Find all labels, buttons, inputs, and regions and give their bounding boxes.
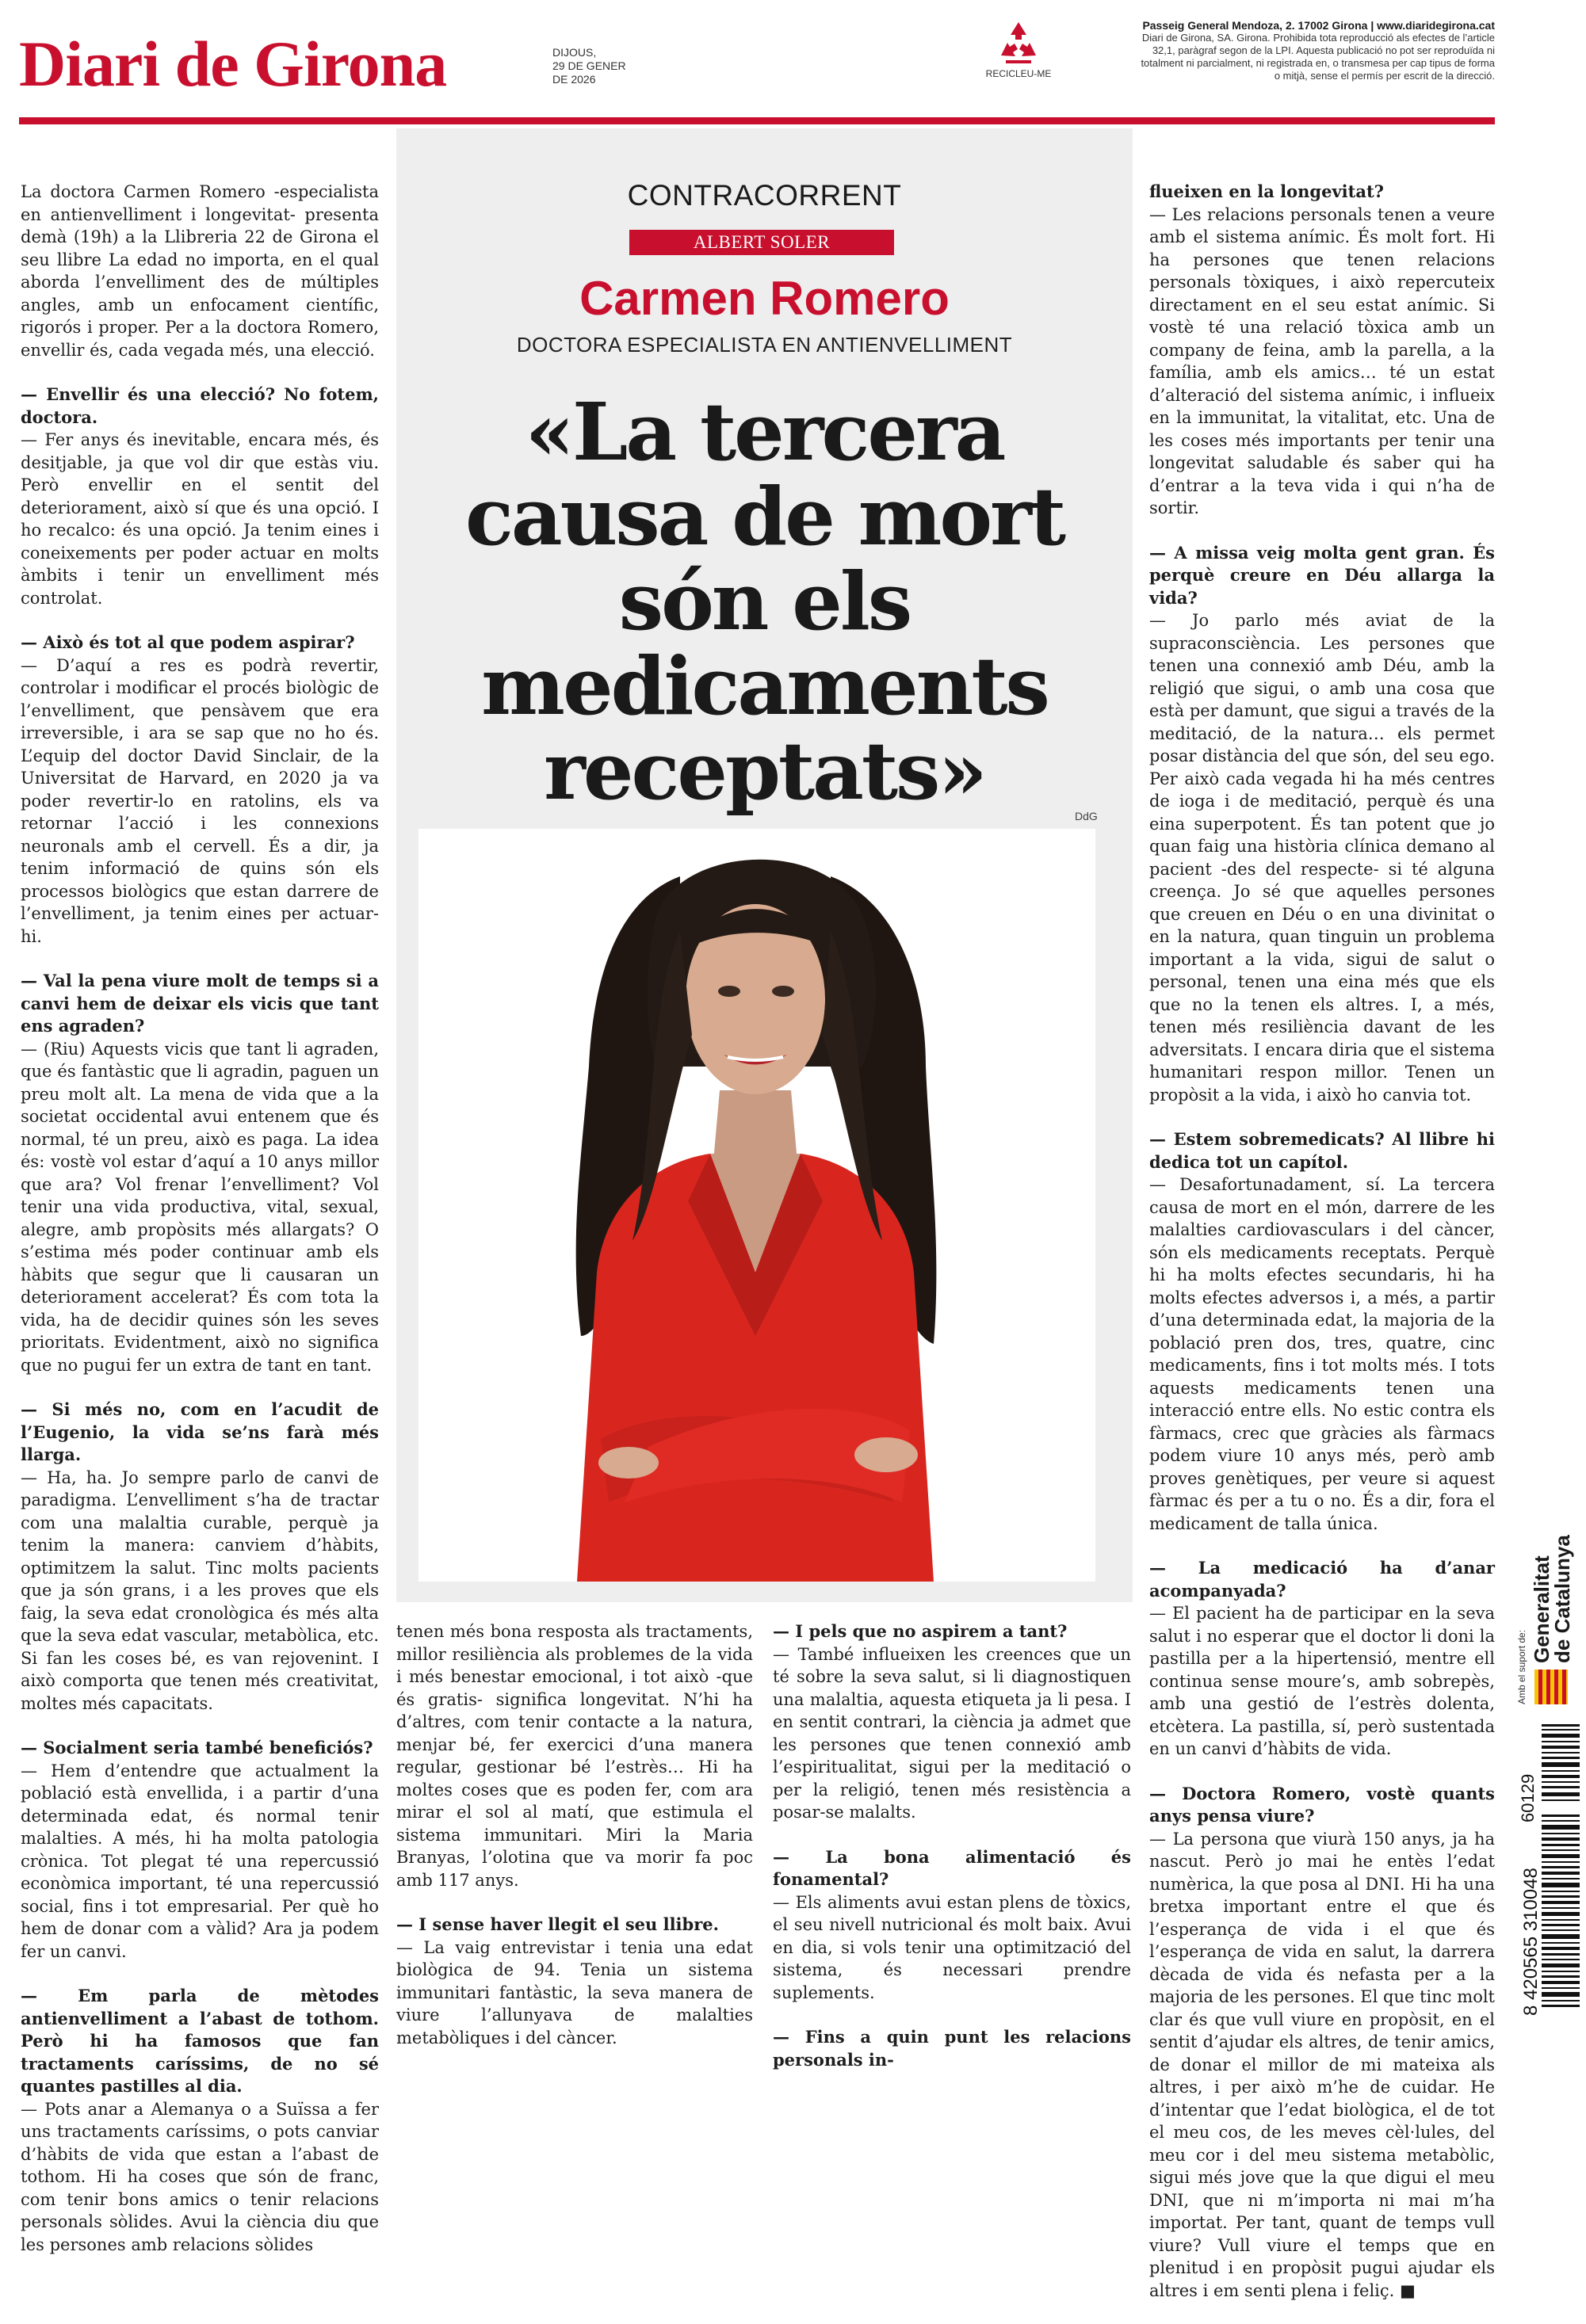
answer-14: — La persona que viurà 150 anys, ja ha nascut. Però jo mai he entès l’edat numèrica, la que posa al DNI. Hi ha una bretxa important entre el que és l’esperança de vida i el que és l’esperança de vida en salut, la darrera dècada de vida és nefasta per a la majoria de les persones. El que tinc molt clar és que vull viure en propòsit, en el sentit d’ajudar els altres, de tenir amics, de donar el millor de mi mateixa als altres, i per això m’he de cuidar. He d’intentar que l’edat biològica, el de tot el meu cos, de les meves cèl·lules, del meu cor i del meu sistema metabòlic, sigui més jove que la que digui el meu DNI, que ni m’importa ni mai m’ha importat. Per tant, quant de temps vull viure? Vull viure el temps que en plenitud i en propòsit pugui ajudar els altres i em senti plena i feliç. ■ xyxy=(1149,1829,1495,2300)
issue-date xyxy=(552,46,640,86)
answer-12: — Desafortunadament, sí. La tercera causa de mort en el món, darrere de les malalties cardiovasculars i del càncer, són els medicaments receptats. Perquè hi ha molts efectes secundaris, hi ha molts efectes adversos i, a més, a partir d’una determinada edat, la majoria de la població pren dos, tres, quatre, cinc medicaments, fins i tot molts més. I tots aquests medicaments tenen una interacció entre ells. No estic contra els fàrmacs, crec que gràcies als fàrmacs podem viure 10 anys més, però amb proves genètiques, per veure si aquest fàrmac és per a tu o no. És a dir, fora el medicament de talla única. xyxy=(1149,1175,1495,1533)
support-label: Amb el suport de: xyxy=(1516,1629,1527,1704)
gov-name-line-1: Generalitat xyxy=(1530,1555,1554,1663)
legal-line-3: totalment ni parcialment, ni registrada en, o transmesa per cap tipus de forma xyxy=(1141,57,1495,69)
question-6: — Em parla de mètodes antienvelliment a l’abast de tothom. Però hi ha famosos que fan tractaments caríssims, de no sé quantes pastilles al dia. xyxy=(21,1986,379,2096)
barcode-block xyxy=(1510,1719,1581,2021)
answer-8: — També influeixen les creences que un té sobre la seva salut, si li diagnostiquen una malaltia, aquesta etiqueta ja li pesa. I en sentit contrari, la ciència ja admet que les persones que tenen connexió amb l’espiritualitat, sigui per la meditació o per la religió, tenen més resistència a posar-se malalts. xyxy=(773,1644,1131,1822)
author-byline: ALBERT SOLER xyxy=(629,230,894,255)
woman-portrait-illustration xyxy=(418,829,1095,1582)
answer-6-continued: tenen més bona resposta als tractaments, millor resiliència als problemes de la vida i més benestar emocional, i tot això -que és gratis- significa longevitat. N’hi ha d’altres, com tenir contacte a la natura, menjar bé, fer exercici d’una manera regular, gestionar bé l’estrès… Hi ha moltes coses que es poden fer, com ara mirar el sol al matí, que estimula el sistema immunitari. Miri la Maria Branyas, l’olotina que va morir fa poc amb 117 anys. xyxy=(396,1622,753,1890)
question-4: — Si més no, com en l’acudit de l’Eugenio, la vida se’ns farà més llarga. xyxy=(21,1399,379,1464)
question-2: — Això és tot al que podem aspirar? xyxy=(21,632,355,652)
question-1: — Envellir és una elecció? No fotem, doctora. xyxy=(21,384,379,427)
legal-line-4: o mitjà, sense el permís per escrit de la direcció. xyxy=(1274,70,1495,82)
barcode-digits: 8 420565 310048 xyxy=(1520,1868,1542,2016)
date-line-2: 29 DE GENER xyxy=(552,59,626,72)
portrait-photo xyxy=(418,829,1095,1582)
answer-13: — El pacient ha de participar en la seva salut i no esperar que el doctor li doni la pastilla per a la hipertensió, mentre ell continua sense moure’s, amb sobrepès, amb una gestió de l’estrès dolenta, etcètera. La pastilla, sí, però sustentada en un canvi d’hàbits de vida. xyxy=(1149,1604,1495,1758)
answer-10: — Les relacions personals tenen a veure amb el sistema anímic. És molt fort. Hi ha persones que tenen relacions personals tòxiques, i això repercuteix directament en el seu estat anímic. Si vostè té una relació tòxica amb un company de feina, amb la parella, a la família, amb els amics… té un estat d’alteració del sistema anímic, i influeix en la immunitat, la vitalitat, etc. Una de les coses més importants per tenir una longevitat saludable és saber qui ha d’entrar a la teva vida i qui n’ha de sortir. xyxy=(1149,204,1495,517)
recycle-block xyxy=(983,19,1054,79)
publisher-address: Passeig General Mendoza, 2. 17002 Girona | www.diaridegirona.cat xyxy=(1142,19,1495,32)
question-10-end: flueixen en la longevitat? xyxy=(1149,181,1384,201)
date-line-3: DE 2026 xyxy=(552,73,596,86)
photo-credit: DdG xyxy=(1075,810,1098,822)
answer-5: — Hem d’entendre que actualment la població està envellida, i a partir d’una determinada edat, és normal tenir malalties. A més, hi ha molta patologia crònica. Tot plegat té una repercussió econòmica important, té una repercussió social, fins i tot empresarial. Per què ho hem de donar com a vàlid? Ara ja podem fer un canvi. xyxy=(21,1761,379,1961)
answer-1: — Fer anys és inevitable, encara més, és desitjable, ja que vol dir que estàs viu. Però envellir en el sentit del deteriorament, això sí que és una opció. I ho recalco: és una opció. Ja tenim eines i coneixements per poder actuar en molts àmbits i tenir un envelliment més controlat. xyxy=(21,430,379,608)
question-12: — Estem sobremedicats? Al llibre hi dedica tot un capítol. xyxy=(1149,1129,1495,1172)
government-support xyxy=(1512,1494,1582,1708)
question-9: — La bona alimentació és fonamental? xyxy=(773,1846,1131,1889)
question-3: — Val la pena viure molt de temps si a canvi hem de deixar els vicis que tant ens agraden? xyxy=(21,971,379,1036)
legal-line-1: Diari de Girona, SA. Girona. Prohibida tota reproducció als efectes de l’article xyxy=(1141,32,1495,44)
headline: «La tercera causa de mort són els medicaments receptats» xyxy=(464,385,1064,818)
column-1 xyxy=(21,181,379,2278)
masthead-rule xyxy=(19,117,1495,124)
answer-3: — (Riu) Aquests vicis que tant li agraden, que és fantàstic que li agradin, paguen un preu molt alt. La mena de vida que a la societat occidental avui entenem que és normal, té un preu, això es paga. La idea és: vostè vol estar d’aquí a 10 anys millor que ara? Vol frenar l’envelliment? Vol tenir una vida productiva, vital, sexual, alegre, amb propòsits més allargats? O s’estima més poder continuar amb els hàbits que segur que li causaran un deteriorament accelerat? És com tota la vida, ha de decidir quines són les seves prioritats. Evidentment, això no significa que no pugui fer un extra de tant en tant. xyxy=(21,1039,379,1375)
section-label: CONTRACORRENT xyxy=(627,179,902,212)
intro-paragraph: La doctora Carmen Romero -especialista en antienvelliment i longevitat- presenta demà (19h) a la Llibreria 22 de Girona el seu llibre La edad no importa, en el qual aborda l’envelliment des de múltiples angles, amb un enfocament científic, rigorós i proper. Per a la doctora Romero, envellir és, cada vegada més, una elecció. xyxy=(21,182,379,360)
column-2 xyxy=(396,1620,753,2071)
answer-6: — Pots anar a Alemanya o a Suïssa a fer uns tractaments caríssims, o pots canviar d’hàbits de vida que estan a l’abast de tothom. Hi ha coses que són de franc, com tenir bons amics o tenir relacions personals sòlides. Avui la ciència diu que les persones amb relacions sòlides xyxy=(21,2099,379,2254)
question-11: — A missa veig molta gent gran. És perquè creure en Déu allarga la vida? xyxy=(1149,542,1495,608)
question-8: — I pels que no aspirem a tant? xyxy=(773,1621,1068,1641)
question-5: — Socialment seria també beneficiós? xyxy=(21,1738,373,1757)
recycle-label: RECICLEU-ME xyxy=(985,68,1052,79)
question-10-start: — Fins a quin punt les relacions personals in- xyxy=(773,2027,1131,2070)
gov-name-line-2: de Catalunya xyxy=(1550,1535,1574,1663)
answer-9: — Els aliments avui estan plens de tòxics, el seu nivell nutricional és molt baix. Avui en dia, si vols tenir una optimització del sistema, és necessari prendre suplements. xyxy=(773,1892,1131,2002)
question-13: — La medicació ha d’anar acompanyada? xyxy=(1149,1558,1495,1601)
legal-line-2: 32,1, paràgraf segon de la LPI. Aquesta publicació no pot ser reproduïda ni xyxy=(1152,44,1495,56)
barcode-icon xyxy=(1510,1719,1581,2021)
date-line-1: DIJOUS, xyxy=(552,46,597,59)
column-4 xyxy=(1149,181,1495,2324)
recycle-icon xyxy=(995,19,1042,67)
masthead-logo: Diari de Girona xyxy=(19,28,447,100)
answer-2: — D’aquí a res es podrà revertir, controlar i modificar el procés biològic de l’envelliment, que pensàvem que era irreversible, i ara se sap que no ho és. L’equip del doctor David Sinclair, de la Universitat de Harvard, en 2020 ja va poder revertir-lo en ratolins, els va retornar l’acció i les connexions neuronals amb el cervell. És a dir, ja tenim informació de quins són els processos biològics que estan darrere de l’envelliment, ja tenim eines per actuar-hi. xyxy=(21,655,379,946)
generalitat-logo xyxy=(1512,1494,1582,1708)
answer-4: — Ha, ha. Jo sempre parlo de canvi de paradigma. L’envelliment s’ha de tractar com una malaltia curable, perquè ja tenim la manera: canviem d’hàbits, optimitzem la salut. Tinc molts pacients que ja són grans, i a les proves que els faig, la seva edat cronològica és més alta que la seva edat vascular, metabòlica, etc. Si fan les coses bé, es van rejovenint. I això comporta que tenen més creativitat, moltes més capacitats. xyxy=(21,1467,379,1713)
interviewee-name: Carmen Romero xyxy=(579,272,950,325)
barcode-top-number: 60129 xyxy=(1518,1773,1538,1822)
question-14: — Doctora Romero, vostè quants anys pensa viure? xyxy=(1149,1783,1495,1826)
interviewee-role: DOCTORA ESPECIALISTA EN ANTIENVELLIMENT xyxy=(516,333,1013,357)
column-3 xyxy=(773,1620,1131,2071)
legal-notice xyxy=(1054,19,1495,82)
answer-7: — La vaig entrevistar i tenia una edat biològica de 94. Tenia un sistema immunitari fantàstic, la seva manera de viure l’allunyava de malalties metabòliques i del càncer. xyxy=(396,1937,753,2047)
answer-11: — Jo parlo més aviat de la supraconsciència. Les persones que tenen una connexió amb Déu, amb la religió que sigui, o amb una cosa que està per damunt, que sigui a través de la meditació, de la natura… els permet posar distància del que són, del seu ego. Per això cada vegada hi ha més centres de ioga i de meditació, perquè és una eina superpotent. És tan potent que jo quan faig una història clínica demano al pacient -des del respecte- si té alguna creença. Jo sé que aquelles persones que creuen en Déu o en una divinitat o en la natura, quan tinguin un problema important a la vida, sigui de salut o personal, tenen una eina més que els que no la tenen els altres. I, a més, tenen més resiliència davant de les adversitats. I encara diria que el sistema humanitari respon millor. Tenen un propòsit a la vida, i això ho canvia tot. xyxy=(1149,611,1495,1105)
question-7: — I sense haver llegit el seu llibre. xyxy=(396,1914,719,1934)
